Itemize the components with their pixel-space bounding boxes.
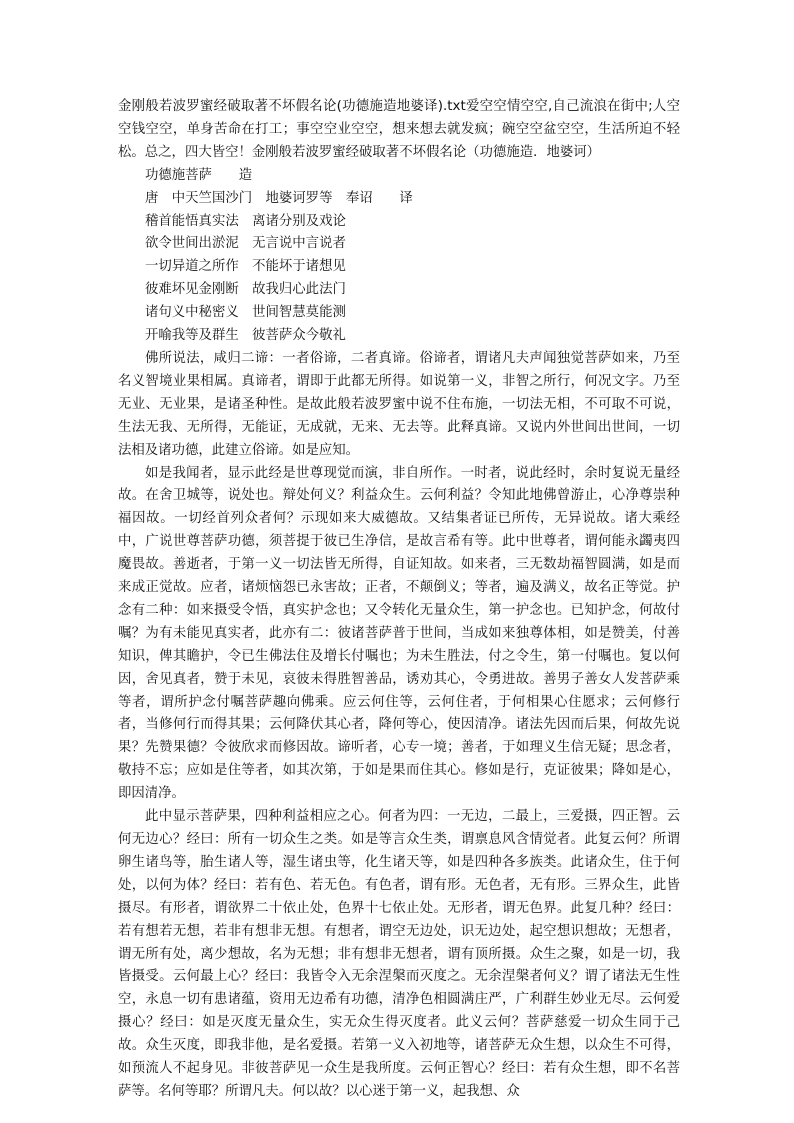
document-header-text: 金刚般若波罗蜜经破取著不坏假名论(功德施造地婆译).txt爱空空情空空,自己流浪在街中;人空空钱空空，单身苦命在打工；事空空业空空，想来想去就发疯；碗空空盆空空，生活所迫不轻松。总之，四大皆空！金刚般若波罗蜜经破取著不坏假名论（功德施造．地婆诃） [118,99,680,160]
verse-line: 欲令世间出淤泥 无言说中言说者 [145,236,346,252]
body-paragraph: 佛所说法，咸归二谛：一者俗谛，二者真谛。俗谛者，谓诸凡夫声闻独觉菩萨如来，乃至名义智境业果相属。真谛者，谓即于此都无所得。如说第一义，非智之所行，何况文字。乃至无业、无业果，是诸圣种性。是故此般若波罗蜜中说不住布施，一切法无相，不可取不可说，生法无我、无所得，无能证，无成就，无来、无去等。此释真谛。又说内外世间出世间，一切法相及诸功德，此建立俗谛。如是应知。 [118,350,680,458]
verse-line: 稽首能悟真实法 离诸分别及戏论 [145,213,346,229]
translator-line: 唐 中天竺国沙门 地婆诃罗等 奉诏 译 [145,190,413,206]
author-line: 功德施菩萨 造 [145,167,253,183]
body-paragraph: 如是我闻者，显示此经是世尊现觉而演，非自所作。一时者，说此经时，余时复说无量经故。在舍卫城等，说处也。辩处何义？利益众生。云何利益？令知此地佛曾游止，心净尊崇种福因故。一切经首列众者何？示现如来大威德故。又结集者证已所传，无异说故。诸大乘经中，广说世尊菩萨功德，须菩提于彼已生净信，是故言希有等。此中世尊者，谓何能永蠲夷四魔畏故。善逝者，于第一义一切法皆无所得，自证知故。如来者，三无数劫福智圆满，如是而来成正觉故。应者，诸烦恼怨已永害故；正者，不颠倒义；等者，遍及满义，故名正等觉。护念有二种：如来摄受令悟，真实护念也；又令转化无量众生，第一护念也。已知护念，何故付嘱？为有未能见真实者，此亦有二：彼诸菩萨普于世间，当成如来独尊体相，如是赞美，付善知识，俾其瞻护，令已生佛法住及增长付嘱也；为未生胜法，付之令生，第一付嘱也。复以何因，舍见真者，赞于未见，哀彼未得胜智善品，诱劝其心，令勇进故。善男子善女人发菩萨乘等者，谓所护念付嘱菩萨趣向佛乘。应云何住等，云何住者，于何相果心住愿求；云何修行者，当修何行而得其果；云何降伏其心者，降何等心，使因清净。诸法先因而后果，何故先说果？先赞果德？令彼欣求而修因故。谛听者，心专一境；善者，于如理义生信无疑；思念者，敬持不忘；应如是住等者，如其次第，于如是果而住其心。修如是行，克证彼果；降如是心，即因清净。 [118,465,680,802]
verse-line: 诸句义中秘密义 世间智慧莫能测 [145,305,346,321]
verse-line: 彼难坏见金刚断 故我归心此法门 [145,282,346,298]
verse-line: 一切异道之所作 不能坏于诸想见 [145,259,346,275]
document-page [118,96,680,1104]
verse-line: 开喻我等及群生 彼菩萨众今敬礼 [145,328,346,344]
body-paragraph: 此中显示菩萨果，四种利益相应之心。何者为四：一无边，二最上，三爱摄，四正智。云何无边心？经曰：所有一切众生之类。如是等言众生类，谓禀息风含情觉者。此复云何？所谓卵生诸鸟等，胎生诸人等，湿生诸虫等，化生诸天等，如是四种各多族类。此诸众生，住于何处，以何为体？经曰：若有色、若无色。有色者，谓有形。无色者，无有形。三界众生，此皆摄尽。有形者，谓欲界二十依止处，色界十七依止处。无形者，谓无色界。此复几种？经曰：若有想若无想，若非有想非无想。有想者，谓空无边处，识无边处，起空想识想故；无想者，谓无所有处，离少想故，名为无想；非有想非无想者，谓有顶所摄。众生之聚，如是一切，我皆摄受。云何最上心？经曰：我皆令入无余涅槃而灭度之。无余涅槃者何义？谓了诸法无生性空，永息一切有患诸蕴，资用无边希有功德，清净色相圆满庄严，广利群生妙业无尽。云何爱摄心？经曰：如是灭度无量众生，实无众生得灭度者。此义云何？菩萨慈爱一切众生同于己故。众生灭度，即我非他，是名爱摄。若第一义入初地等，诸菩萨无众生想，以众生不可得，如预流人不起身见。非彼菩萨见一众生是我所度。云何正智心？经曰：若有众生想，即不名菩萨等。名何等耶？所谓凡夫。何以故？以心迷于第一义，起我想、众 [118,809,680,1099]
